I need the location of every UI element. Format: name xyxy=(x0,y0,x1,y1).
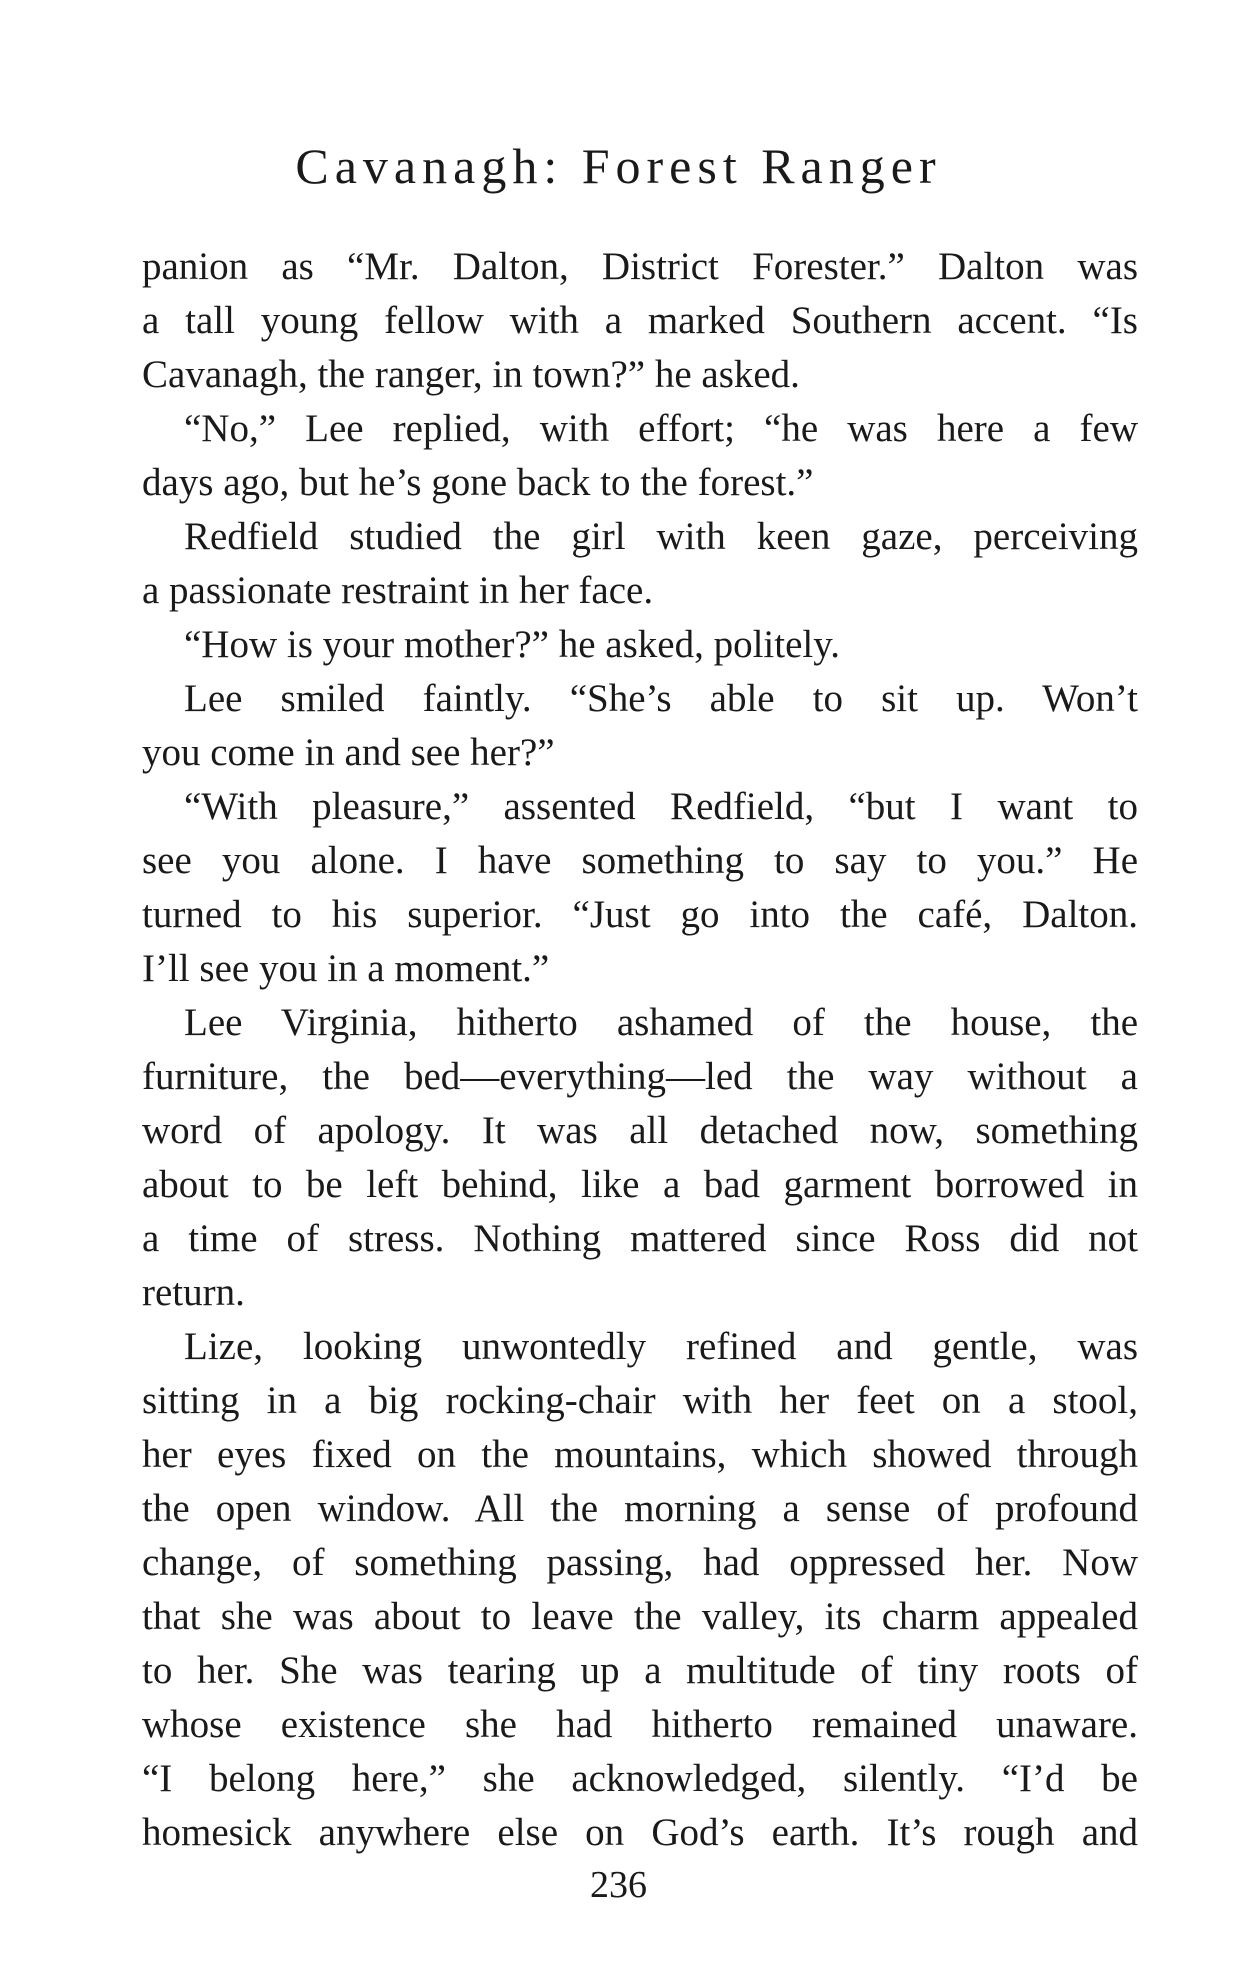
text-line: a tall young fellow with a marked Southern accent. “Is xyxy=(142,299,1138,342)
text-line: “I belong here,” she acknowledged, silently. “I’d be xyxy=(142,1757,1138,1800)
text-line: Lee smiled faintly. “She’s able to sit up. Won’t xyxy=(184,677,1138,720)
text-line: to her. She was tearing up a multitude of tiny roots of xyxy=(142,1649,1138,1692)
text-line: word of apology. It was all detached now, something xyxy=(142,1109,1138,1152)
text-line: I’ll see you in a moment.” xyxy=(142,947,550,990)
text-line: Lee Virginia, hitherto ashamed of the house, the xyxy=(184,1001,1138,1044)
text-line: a passionate restraint in her face. xyxy=(142,569,654,612)
text-line: Redfield studied the girl with keen gaze, perceiving xyxy=(184,515,1138,558)
body-text xyxy=(142,240,1138,1860)
text-line: change, of something passing, had oppressed her. Now xyxy=(142,1541,1138,1584)
text-line: “With pleasure,” assented Redfield, “but I want to xyxy=(184,785,1138,828)
text-line: see you alone. I have something to say to you.” He xyxy=(142,839,1138,882)
text-line: Lize, looking unwontedly refined and gentle, was xyxy=(184,1325,1138,1368)
text-line: “No,” Lee replied, with effort; “he was here a few xyxy=(184,407,1138,450)
text-line: about to be left behind, like a bad garment borrowed in xyxy=(142,1163,1138,1206)
text-line: that she was about to leave the valley, its charm appealed xyxy=(142,1595,1138,1638)
text-line: homesick anywhere else on God’s earth. It’s rough and xyxy=(142,1811,1138,1854)
text-line: Cavanagh, the ranger, in town?” he asked. xyxy=(142,353,800,396)
text-line: turned to his superior. “Just go into the café, Dalton. xyxy=(142,893,1138,936)
text-line: furniture, the bed—everything—led the way without a xyxy=(142,1055,1138,1098)
text-line: whose existence she had hitherto remained unaware. xyxy=(142,1703,1138,1746)
text-line: the open window. All the morning a sense of profound xyxy=(142,1487,1138,1530)
text-line: you come in and see her?” xyxy=(142,731,555,774)
text-line: days ago, but he’s gone back to the forest.” xyxy=(142,461,814,504)
page-number: 236 xyxy=(590,1864,647,1906)
text-line: “How is your mother?” he asked, politely. xyxy=(184,623,840,666)
text-line: sitting in a big rocking-chair with her feet on a stool, xyxy=(142,1379,1138,1422)
text-line: panion as “Mr. Dalton, District Forester.” Dalton was xyxy=(142,245,1138,288)
text-line: return. xyxy=(142,1271,245,1314)
running-title: Cavanagh: Forest Ranger xyxy=(295,138,942,194)
text-line: a time of stress. Nothing mattered since Ross did not xyxy=(142,1217,1138,1260)
text-line: her eyes fixed on the mountains, which showed through xyxy=(142,1433,1138,1476)
